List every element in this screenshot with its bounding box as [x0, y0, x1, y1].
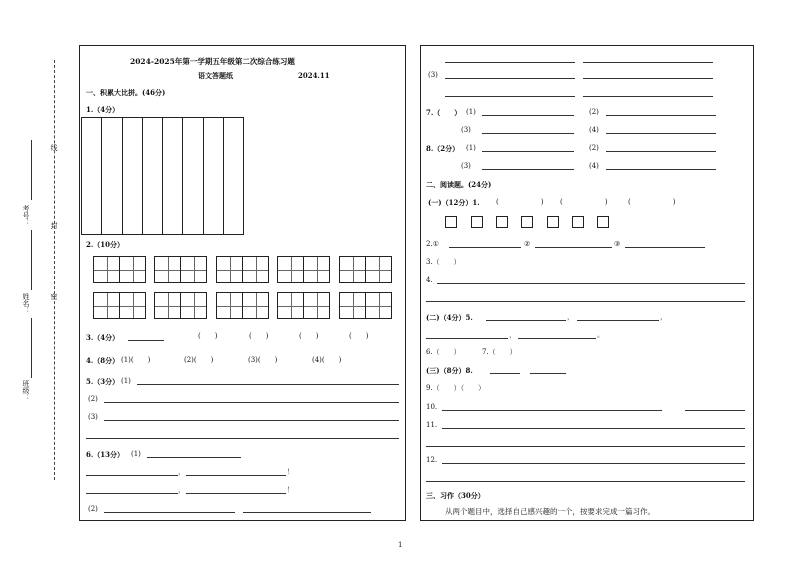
tian-box[interactable] — [154, 256, 207, 283]
binding-mi: 密 — [50, 293, 58, 300]
q8-sub-1: (1) — [466, 144, 476, 152]
q6-answer-line[interactable] — [104, 512, 235, 513]
answer-box[interactable] — [471, 216, 483, 228]
passage-1-q1-label: (一)（12分）1. — [428, 198, 480, 207]
answer-line[interactable] — [445, 78, 575, 79]
exam-title: 2024-2025年第一学期五年级第二次综合练习题 — [130, 57, 295, 66]
binding-dash-line — [54, 60, 55, 480]
xingming-field[interactable] — [31, 230, 32, 290]
punct: ， — [567, 313, 574, 321]
section-3-heading: 三、习作（30分） — [426, 491, 485, 500]
q12-answer-line[interactable] — [442, 463, 745, 464]
q2-answer-line[interactable] — [535, 247, 612, 248]
q7-answer-line[interactable] — [482, 115, 574, 116]
q3-answer-line[interactable] — [128, 340, 164, 341]
answer-box[interactable] — [572, 216, 584, 228]
q7-sub-3: (3) — [461, 126, 471, 134]
answer-box[interactable] — [547, 216, 559, 228]
binding-feng: 封 — [50, 222, 58, 229]
q6-label: 6.（13分） — [86, 450, 125, 459]
tian-box[interactable] — [339, 256, 392, 283]
tian-box[interactable] — [339, 292, 392, 319]
q7-sub-2: (2) — [589, 108, 599, 116]
q11-label: 11. — [426, 421, 438, 429]
q11-answer-line[interactable] — [426, 446, 745, 447]
q8-sub-2: (2) — [589, 144, 599, 152]
q5-sub-3: (3) — [88, 413, 98, 421]
q8-sub-4: (4) — [589, 162, 599, 170]
q10-answer-line[interactable] — [442, 410, 662, 411]
q4-answer-line[interactable] — [437, 283, 745, 284]
exam-subtitle: 语文答题纸 — [198, 71, 233, 80]
q5-answer-line[interactable] — [577, 320, 659, 321]
exam-date: 2024.11 — [298, 71, 330, 80]
essay-instruction: 从两个题目中，选择自己感兴趣的一个，按要求完成一篇习作。 — [445, 507, 655, 516]
punct: 。 — [597, 331, 604, 339]
q6-answer-line[interactable] — [186, 493, 286, 494]
q6-answer-line[interactable] — [147, 457, 241, 458]
answer-line[interactable] — [583, 78, 713, 79]
tian-box[interactable] — [93, 292, 146, 319]
q6-answer-line[interactable] — [86, 475, 178, 476]
tian-box[interactable] — [93, 256, 146, 283]
q3-blank[interactable]: ( ) — [349, 332, 369, 340]
page-number: 1 — [398, 541, 403, 549]
banji-field[interactable] — [31, 318, 32, 378]
q2-answer-line[interactable] — [449, 247, 521, 248]
exclamation: ！ — [287, 468, 294, 476]
q1-label: 1.（4分） — [86, 105, 120, 114]
q5-sub-2: (2) — [88, 395, 98, 403]
q6-answer-line[interactable] — [243, 512, 371, 513]
q3-label[interactable]: 3.（ ） — [426, 258, 461, 266]
q3-blank[interactable]: ( ) — [249, 332, 269, 340]
label-banji: 班级： — [22, 380, 30, 401]
answer-line[interactable] — [583, 96, 713, 97]
q8-answer-line[interactable] — [530, 373, 566, 374]
q2-circle-2: ② — [524, 240, 531, 248]
answer-box[interactable] — [597, 216, 609, 228]
q6-sub-1: (1) — [131, 450, 141, 458]
q8-answer-line[interactable] — [606, 169, 716, 170]
q8-answer-line[interactable] — [482, 151, 574, 152]
q10-label: 10. — [426, 403, 438, 411]
q6-sub-2: (2) — [88, 505, 98, 513]
q6-answer-line[interactable] — [86, 493, 178, 494]
comma: ， — [178, 486, 185, 494]
passage-2-q5-label: (二)（4分）5. — [426, 313, 473, 322]
tian-box[interactable] — [277, 256, 330, 283]
q5-answer-line-4[interactable] — [86, 438, 399, 439]
q3-blank[interactable]: ( ) — [299, 332, 319, 340]
q8-answer-line[interactable] — [490, 373, 520, 374]
q5-sub-1: (1) — [121, 377, 131, 385]
q12-answer-line[interactable] — [426, 481, 745, 482]
kaohao-field[interactable] — [31, 140, 32, 200]
q2-circle-3: ③ — [614, 240, 621, 248]
answer-box[interactable] — [445, 216, 457, 228]
answer-line[interactable] — [583, 62, 713, 63]
q2-label: 2.① — [426, 240, 439, 248]
q5-answer-line[interactable] — [486, 320, 566, 321]
label-xingming: 姓名： — [22, 293, 30, 314]
answer-line[interactable] — [445, 96, 575, 97]
q11-answer-line[interactable] — [442, 428, 745, 429]
binding-xian: 线 — [50, 144, 58, 151]
q5-answer-line-1[interactable] — [137, 384, 399, 385]
answer-box[interactable] — [496, 216, 508, 228]
q4-item[interactable]: (3)( ) — [248, 356, 278, 364]
punct: ， — [509, 331, 516, 339]
comma: ， — [178, 468, 185, 476]
q4-answer-line[interactable] — [426, 301, 745, 302]
q7-sub-4: (4) — [589, 126, 599, 134]
q4-item[interactable]: (2)( ) — [184, 356, 214, 364]
passage-1-q1-blank[interactable]: ( ) — [628, 198, 676, 206]
q10-answer-line[interactable] — [685, 410, 745, 411]
q5-answer-line[interactable] — [426, 338, 508, 339]
tian-box[interactable] — [216, 256, 269, 283]
tian-box[interactable] — [154, 292, 207, 319]
q4-item[interactable]: (1)( ) — [121, 356, 151, 364]
q5-answer-line[interactable] — [518, 338, 596, 339]
passage-1-q1-blank[interactable]: ( ) — [560, 198, 608, 206]
q7-label[interactable]: 7.（ ） — [482, 348, 517, 356]
q7-answer-line[interactable] — [606, 133, 716, 134]
r3-label: (3) — [428, 71, 438, 79]
tian-box[interactable] — [277, 292, 330, 319]
q8-sub-3: (3) — [461, 162, 471, 170]
answer-box[interactable] — [521, 216, 533, 228]
q8-answer-line[interactable] — [482, 169, 574, 170]
q7-sub-1: (1) — [466, 108, 476, 116]
q9-label[interactable]: 9.（ ）（ ） — [426, 384, 486, 392]
q6-answer-line[interactable] — [186, 475, 286, 476]
punct: ， — [660, 313, 667, 321]
q7-answer-line[interactable] — [482, 133, 574, 134]
passage-1-q1-blank[interactable]: ( ) — [496, 198, 544, 206]
q5-answer-line-3[interactable] — [104, 420, 399, 421]
tian-box[interactable] — [216, 292, 269, 319]
q8-answer-line[interactable] — [606, 151, 716, 152]
q2-answer-line[interactable] — [625, 247, 705, 248]
q4-label: 4. — [426, 276, 433, 284]
passage-3-q8-label: (三)（8分）8. — [426, 366, 473, 375]
q12-label: 12. — [426, 456, 438, 464]
q7-label: 7.（ ） — [426, 108, 462, 117]
q3-blank[interactable]: ( ) — [198, 332, 218, 340]
exclamation: ！ — [287, 486, 294, 494]
q6-label[interactable]: 6.（ ） — [426, 348, 461, 356]
q3-label: 3.（4分） — [86, 333, 120, 342]
answer-line[interactable] — [445, 62, 575, 63]
label-kaohao: 考号： — [22, 205, 30, 226]
q7-answer-line[interactable] — [606, 115, 716, 116]
q5-answer-line-2[interactable] — [104, 402, 399, 403]
q2-label: 2.（10分） — [86, 240, 125, 249]
q8-label: 8.（2分） — [426, 144, 460, 153]
section-1-heading: 一、积累大比拼。(46分) — [86, 88, 166, 97]
q5-label: 5.（3分） — [86, 377, 120, 386]
section-2-heading: 二、阅读题。(24分) — [426, 180, 492, 189]
q4-label: 4.（8分） — [86, 356, 120, 365]
q1-writing-grid[interactable] — [81, 117, 244, 235]
q4-item[interactable]: (4)( ) — [312, 356, 342, 364]
